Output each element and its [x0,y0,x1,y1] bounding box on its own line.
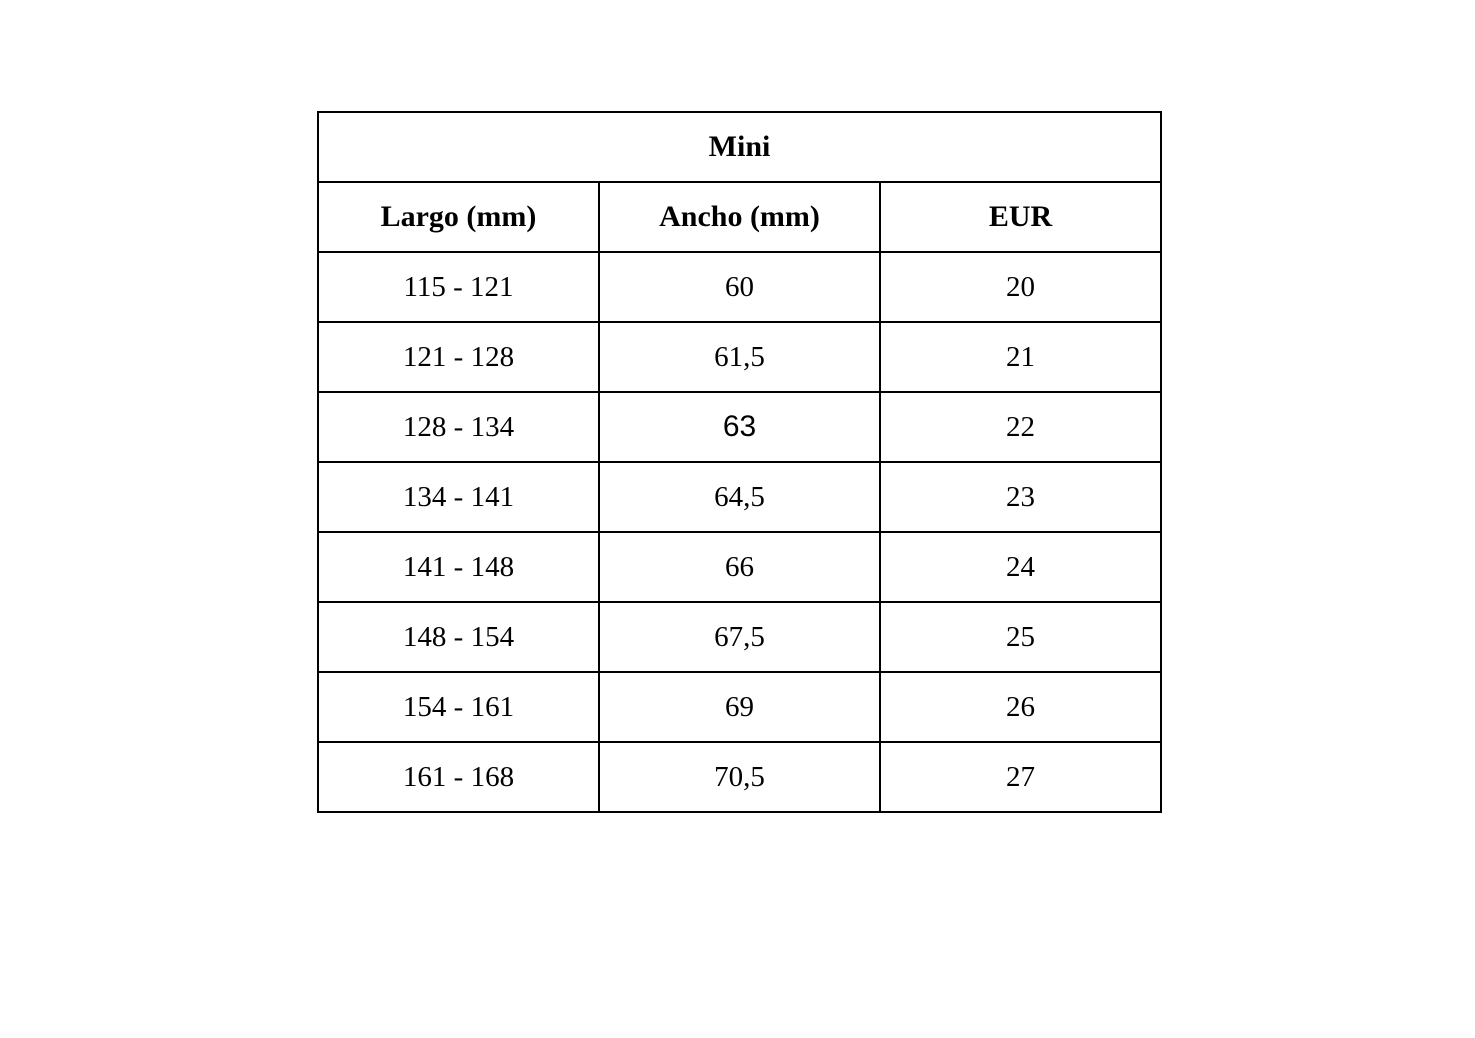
table-cell-eur: 21 [880,322,1161,392]
table-cell-ancho: 67,5 [599,602,880,672]
table-header-row [318,182,1161,252]
column-header-ancho: Ancho (mm) [599,182,880,252]
table-cell-largo: 148 - 154 [318,602,599,672]
table-row [318,672,1161,742]
table-cell-largo: 121 - 128 [318,322,599,392]
table-cell-eur: 22 [880,392,1161,462]
table-cell-eur: 26 [880,672,1161,742]
table-cell-eur: 24 [880,532,1161,602]
table-title: Mini [318,112,1161,182]
table-cell-largo: 115 - 121 [318,252,599,322]
table-row [318,252,1161,322]
table-cell-eur: 27 [880,742,1161,812]
table-cell-largo: 128 - 134 [318,392,599,462]
table-cell-ancho: 70,5 [599,742,880,812]
table-cell-ancho: 66 [599,532,880,602]
column-header-largo: Largo (mm) [318,182,599,252]
column-header-eur: EUR [880,182,1161,252]
table-cell-largo: 141 - 148 [318,532,599,602]
table-cell-largo: 134 - 141 [318,462,599,532]
table-cell-ancho: 63 [599,392,880,462]
table-cell-eur: 25 [880,602,1161,672]
table-cell-ancho: 69 [599,672,880,742]
table-cell-largo: 161 - 168 [318,742,599,812]
table-cell-ancho: 61,5 [599,322,880,392]
table-row [318,462,1161,532]
table-row [318,392,1161,462]
table-cell-eur: 20 [880,252,1161,322]
table-row [318,322,1161,392]
table-row [318,532,1161,602]
table-row [318,602,1161,672]
table-title-row [318,112,1161,182]
size-price-table [317,111,1162,813]
table-cell-ancho: 60 [599,252,880,322]
table-cell-largo: 154 - 161 [318,672,599,742]
table-cell-eur: 23 [880,462,1161,532]
table-cell-ancho: 64,5 [599,462,880,532]
table-row [318,742,1161,812]
